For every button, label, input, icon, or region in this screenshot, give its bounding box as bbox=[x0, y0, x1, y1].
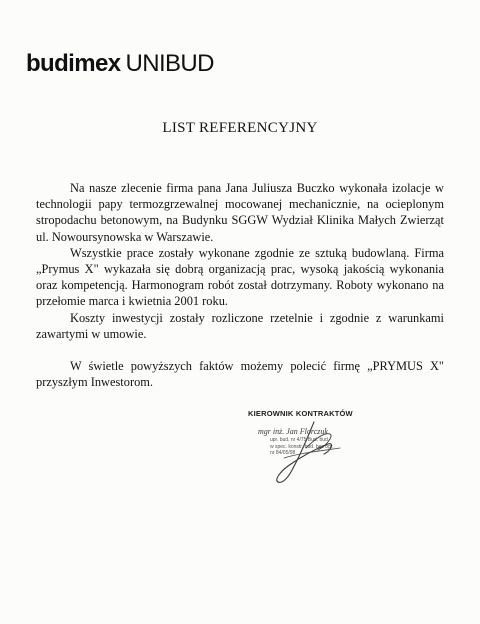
handwritten-signature bbox=[262, 418, 352, 490]
letter-body bbox=[36, 180, 444, 390]
stamp-line: upr. bud. nr 4/75/Bud. bud. bbox=[270, 437, 330, 443]
stamp-title: KIEROWNIK KONTRAKTÓW bbox=[248, 409, 353, 418]
paragraph-quality: Wszystkie prace zostały wykonane zgodnie ze sztuką budowlaną. Firma „Prymus X" wykazała się dobrą organizacją prac, wysoką jakością wykonania oraz kompetencją. Harmonogram robót został dotrzymany. Roboty wykonano na przełomie marca i kwietnia 2001 roku. bbox=[36, 245, 444, 309]
logo-brand-bold: budimex bbox=[26, 50, 121, 77]
letter-title: LIST REFERENCYJNY bbox=[162, 120, 318, 136]
stamp-line: nr 84/05/98 bbox=[270, 450, 296, 456]
stamp-line: w spec. konstr.-bud. bez ogr. bbox=[270, 443, 334, 450]
company-logo bbox=[26, 52, 214, 76]
paragraph-intro: Na nasze zlecenie firma pana Jana Juliusza Buczko wykonała izolacje w technologii papy termozgrzewalnej mocowanej mechanicznie, na ocieplonym stropodachu betonowym, na Budynku SGGW Wydział Klinika Małych Zwierząt ul. Nowoursynowska w Warszawie. bbox=[36, 181, 444, 244]
logo-brand-regular: UNIBUD bbox=[125, 50, 214, 77]
paragraph-costs: Koszty inwestycji zostały rozliczone rzetelnie i zgodnie z warunkami zawartymi w umowie. bbox=[36, 310, 444, 341]
paragraph-recommendation: W świetle powyższych faktów możemy polecić firmę „PRYMUS X" przyszłym Inwestorom. bbox=[36, 359, 444, 390]
stamp-name: mgr inż. Jan Florczuk bbox=[258, 427, 328, 436]
